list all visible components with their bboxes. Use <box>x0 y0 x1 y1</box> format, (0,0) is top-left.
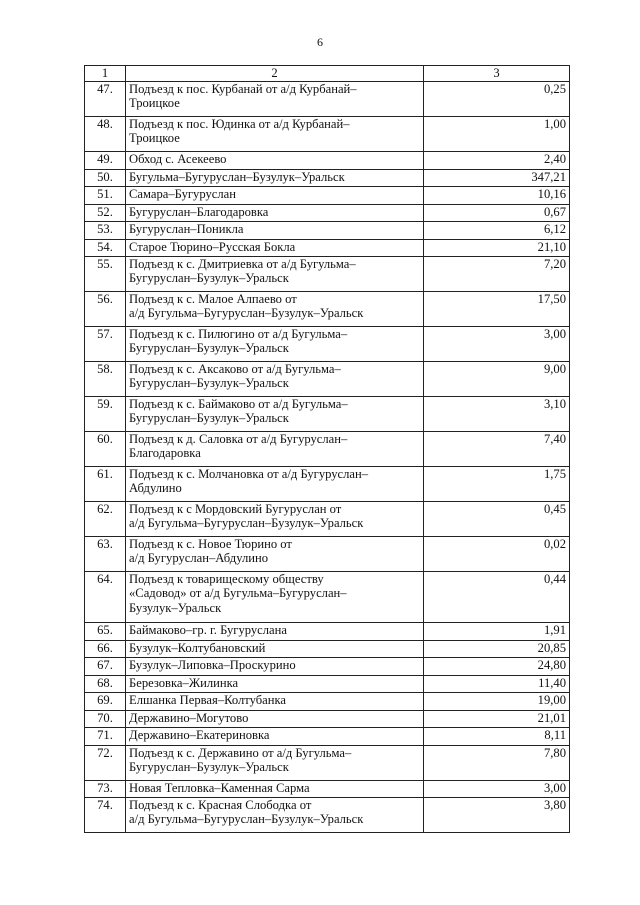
road-name-line: Подъезд к товарищескому обществу <box>129 572 324 586</box>
table-row <box>85 432 570 467</box>
table-row <box>85 658 570 676</box>
road-name-cell <box>126 204 424 222</box>
road-length: 7,20 <box>424 257 570 292</box>
table-row <box>85 780 570 798</box>
row-number: 70. <box>85 710 126 728</box>
road-name-line: Самара–Бугуруслан <box>129 187 236 201</box>
road-name-line: Бугуруслан–Бузулук–Уральск <box>129 376 289 391</box>
road-name-cell <box>126 187 424 205</box>
road-length: 3,80 <box>424 798 570 833</box>
road-name-line: Обход с. Асекеево <box>129 152 227 166</box>
road-length: 7,80 <box>424 745 570 780</box>
row-number: 67. <box>85 658 126 676</box>
road-name-cell <box>126 82 424 117</box>
table-body <box>85 82 570 833</box>
road-length: 17,50 <box>424 292 570 327</box>
road-name-cell <box>126 397 424 432</box>
road-name-cell <box>126 745 424 780</box>
road-name-line: а/д Бугульма–Бугуруслан–Бузулук–Уральск <box>129 812 364 827</box>
road-name-line: Бузулук–Уральск <box>129 600 222 615</box>
road-name-cell <box>126 432 424 467</box>
road-length: 10,16 <box>424 187 570 205</box>
road-length: 11,40 <box>424 675 570 693</box>
road-length: 6,12 <box>424 222 570 240</box>
road-name-line: Подъезд к пос. Курбанай от а/д Курбанай– <box>129 82 357 96</box>
road-length: 0,45 <box>424 502 570 537</box>
road-name-cell <box>126 710 424 728</box>
row-number: 57. <box>85 327 126 362</box>
row-number: 65. <box>85 623 126 641</box>
road-name-cell <box>126 467 424 502</box>
road-name-line: Бузулук–Липовка–Проскурино <box>129 658 296 672</box>
road-name-cell <box>126 152 424 170</box>
table-row <box>85 222 570 240</box>
road-name-cell <box>126 623 424 641</box>
column-header-number: 1 <box>85 66 126 82</box>
road-length: 0,25 <box>424 82 570 117</box>
road-name-line: Подъезд к с. Баймаково от а/д Бугульма– <box>129 397 348 411</box>
road-length: 0,67 <box>424 204 570 222</box>
table-row <box>85 537 570 572</box>
road-length: 7,40 <box>424 432 570 467</box>
column-header-name: 2 <box>126 66 424 82</box>
road-name-line: Подъезд к с. Новое Тюрино от <box>129 537 292 551</box>
table-row <box>85 572 570 623</box>
row-number: 60. <box>85 432 126 467</box>
road-name-line: Бугуруслан–Бузулук–Уральск <box>129 271 289 286</box>
road-name-cell <box>126 780 424 798</box>
page-number: 6 <box>317 35 323 49</box>
road-name-line: а/д Бугуруслан–Абдулино <box>129 551 269 566</box>
road-name-line: Старое Тюрино–Русская Бокла <box>129 239 296 254</box>
road-length: 2,40 <box>424 152 570 170</box>
table-row <box>85 82 570 117</box>
row-number: 51. <box>85 187 126 205</box>
road-name-line: Бугуруслан–Бузулук–Уральск <box>129 759 289 774</box>
road-name-line: а/д Бугульма–Бугуруслан–Бузулук–Уральск <box>129 516 364 531</box>
road-name-cell <box>126 640 424 658</box>
road-length: 1,00 <box>424 117 570 152</box>
table-row <box>85 257 570 292</box>
row-number: 63. <box>85 537 126 572</box>
table-row <box>85 693 570 711</box>
row-number: 52. <box>85 204 126 222</box>
table-row <box>85 745 570 780</box>
road-name-cell <box>126 169 424 187</box>
column-header-length: 3 <box>424 66 570 82</box>
road-name-line: Благодаровка <box>129 446 201 461</box>
row-number: 71. <box>85 728 126 746</box>
table-row <box>85 362 570 397</box>
table-row <box>85 675 570 693</box>
row-number: 49. <box>85 152 126 170</box>
road-name-cell <box>126 675 424 693</box>
table-row <box>85 152 570 170</box>
road-length: 9,00 <box>424 362 570 397</box>
table-row <box>85 204 570 222</box>
table-row <box>85 187 570 205</box>
table-row <box>85 117 570 152</box>
road-name-line: Троицкое <box>129 131 180 146</box>
road-name-line: Подъезд к с. Пилюгино от а/д Бугульма– <box>129 327 348 341</box>
road-name-cell <box>126 222 424 240</box>
road-name-line: Подъезд к пос. Юдинка от а/д Курбанай– <box>129 117 350 131</box>
road-length: 8,11 <box>424 728 570 746</box>
road-name-cell <box>126 117 424 152</box>
row-number: 68. <box>85 675 126 693</box>
table-row <box>85 728 570 746</box>
road-length: 1,91 <box>424 623 570 641</box>
road-length: 3,00 <box>424 327 570 362</box>
road-length: 24,80 <box>424 658 570 676</box>
road-name-line: Елшанка Первая–Колтубанка <box>129 693 287 707</box>
road-length: 1,75 <box>424 467 570 502</box>
road-name-line: Подъезд к д. Саловка от а/д Бугуруслан– <box>129 432 348 446</box>
road-name-line: Подъезд к с. Дмитриевка от а/д Бугульма– <box>129 257 356 271</box>
row-number: 61. <box>85 467 126 502</box>
road-name-line: Подъезд к с. Аксаково от а/д Бугульма– <box>129 362 341 376</box>
road-name-cell <box>126 693 424 711</box>
row-number: 72. <box>85 745 126 780</box>
road-name-line: Троицкое <box>129 96 180 111</box>
row-number: 73. <box>85 780 126 798</box>
road-name-cell <box>126 327 424 362</box>
road-name-line: Подъезд к с. Державино от а/д Бугульма– <box>129 745 352 760</box>
table-row <box>85 623 570 641</box>
road-name-cell <box>126 292 424 327</box>
row-number: 50. <box>85 169 126 187</box>
table-row <box>85 710 570 728</box>
road-length: 20,85 <box>424 640 570 658</box>
road-name-line: Бугуруслан–Поникла <box>129 222 244 236</box>
row-number: 54. <box>85 239 126 257</box>
road-name-cell <box>126 798 424 833</box>
table-row <box>85 467 570 502</box>
row-number: 62. <box>85 502 126 537</box>
row-number: 55. <box>85 257 126 292</box>
road-name-cell <box>126 537 424 572</box>
table-row <box>85 798 570 833</box>
road-length: 0,44 <box>424 572 570 623</box>
table-row <box>85 292 570 327</box>
road-length: 19,00 <box>424 693 570 711</box>
row-number: 56. <box>85 292 126 327</box>
table-row <box>85 502 570 537</box>
row-number: 48. <box>85 117 126 152</box>
row-number: 66. <box>85 640 126 658</box>
row-number: 59. <box>85 397 126 432</box>
road-name-cell <box>126 362 424 397</box>
road-length: 21,10 <box>424 239 570 257</box>
road-name-cell <box>126 257 424 292</box>
row-number: 53. <box>85 222 126 240</box>
road-name-line: Бугуруслан–Бузулук–Уральск <box>129 411 289 426</box>
road-name-line: Подъезд к с Мордовский Бугуруслан от <box>129 502 342 516</box>
road-name-line: Подъезд к с. Молчановка от а/д Бугуруслан– <box>129 467 369 481</box>
road-length: 3,10 <box>424 397 570 432</box>
road-name-line: Бугуруслан–Бузулук–Уральск <box>129 341 289 356</box>
row-number: 64. <box>85 572 126 623</box>
road-name-line: а/д Бугульма–Бугуруслан–Бузулук–Уральск <box>129 306 364 321</box>
row-number: 69. <box>85 693 126 711</box>
road-name-line: Бугульма–Бугуруслан–Бузулук–Уральск <box>129 169 345 184</box>
road-name-cell <box>126 728 424 746</box>
road-name-line: Баймаково–гр. г. Бугуруслана <box>129 623 287 637</box>
road-name-line: Бугуруслан–Благодаровка <box>129 204 269 219</box>
road-length: 347,21 <box>424 169 570 187</box>
row-number: 74. <box>85 798 126 833</box>
road-name-cell <box>126 572 424 623</box>
road-length: 3,00 <box>424 780 570 798</box>
row-number: 58. <box>85 362 126 397</box>
road-name-line: Державино–Екатериновка <box>129 728 270 742</box>
road-name-line: Державино–Могутово <box>129 710 249 725</box>
road-name-cell <box>126 502 424 537</box>
road-length: 0,02 <box>424 537 570 572</box>
table-row <box>85 239 570 257</box>
table-row <box>85 397 570 432</box>
table-row <box>85 327 570 362</box>
road-name-line: Новая Тепловка–Каменная Сарма <box>129 780 310 795</box>
road-name-cell <box>126 658 424 676</box>
row-number: 47. <box>85 82 126 117</box>
road-name-line: Подъезд к с. Красная Слободка от <box>129 798 312 812</box>
road-length: 21,01 <box>424 710 570 728</box>
road-name-line: Бузулук–Колтубановский <box>129 640 266 655</box>
road-name-line: Подъезд к с. Малое Алпаево от <box>129 292 297 306</box>
road-name-line: «Садовод» от а/д Бугульма–Бугуруслан– <box>129 586 347 601</box>
road-name-line: Абдулино <box>129 481 182 496</box>
roads-table <box>84 65 570 833</box>
road-name-line: Березовка–Жилинка <box>129 675 239 690</box>
table-header-row <box>85 66 570 82</box>
table-row <box>85 169 570 187</box>
table-row <box>85 640 570 658</box>
road-name-cell <box>126 239 424 257</box>
